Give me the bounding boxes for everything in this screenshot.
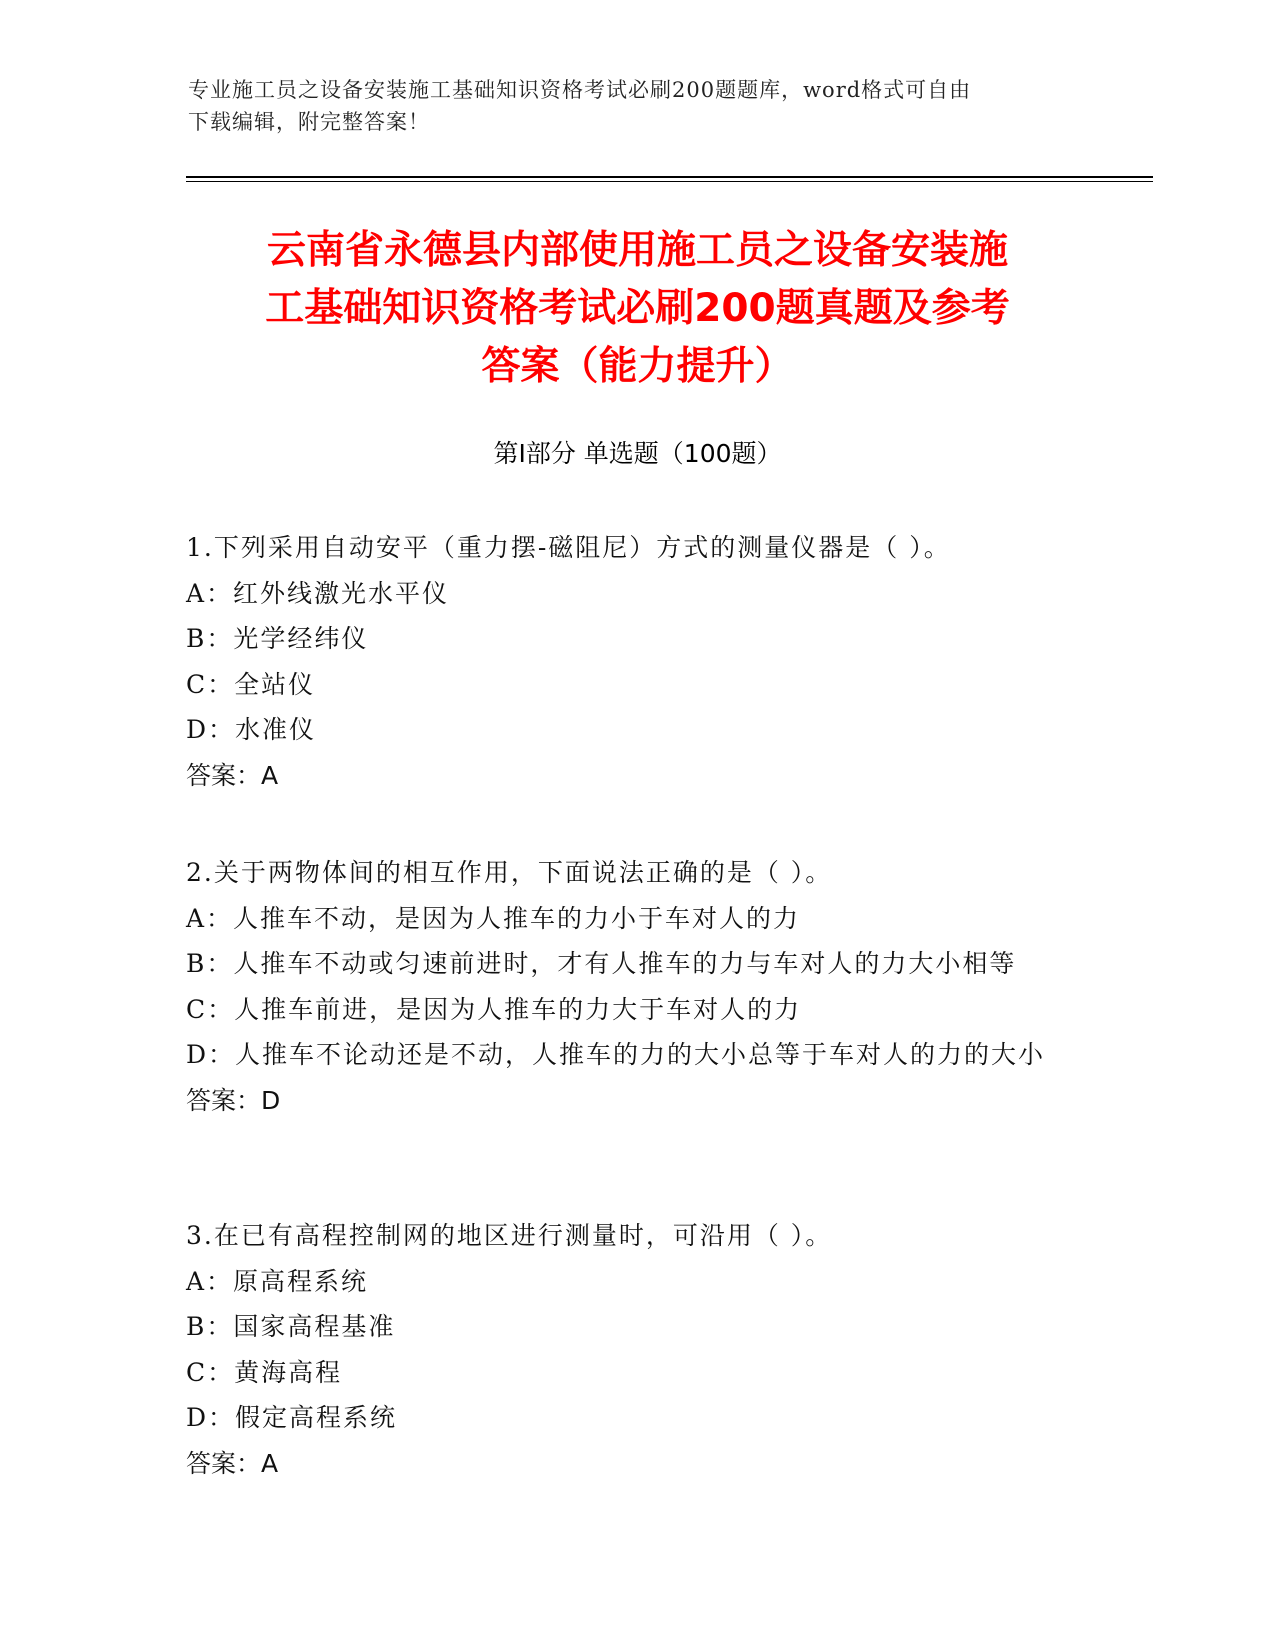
question-block-1 xyxy=(186,525,1086,798)
option-a: A：红外线激光水平仪 xyxy=(186,578,450,608)
option-c: C：全站仪 xyxy=(186,669,316,699)
question-block-3 xyxy=(186,1213,1086,1486)
document-title: 云南省永德县内部使用施工员之设备安装施 工基础知识资格考试必刷200题真题及参考 答案（能力提升） xyxy=(265,228,1010,389)
header-note: 专业施工员之设备安装施工基础知识资格考试必刷200题题库，word格式可自由 下载编辑，附完整答案！ xyxy=(188,78,972,134)
option-b: B：国家高程基准 xyxy=(186,1312,396,1341)
option-c: C：黄海高程 xyxy=(186,1357,343,1387)
question-stem: 2.关于两物体间的相互作用，下面说法正确的是（ ）。 xyxy=(186,858,833,887)
answer-line: 答案：D xyxy=(186,1085,281,1115)
option-a: A：原高程系统 xyxy=(186,1266,369,1296)
option-d: D：人推车不论动还是不动，人推车的力的大小总等于车对人的力的大小 xyxy=(186,1040,1046,1069)
header-rule-thick xyxy=(186,176,1153,178)
answer-line: 答案：A xyxy=(186,1448,279,1478)
question-stem: 1.下列采用自动安平（重力摆-磁阻尼）方式的测量仪器是（ ）。 xyxy=(186,533,951,562)
question-stem: 3.在已有高程控制网的地区进行测量时，可沿用（ ）。 xyxy=(186,1221,833,1250)
option-b: B：人推车不动或匀速前进时，才有人推车的力与车对人的力大小相等 xyxy=(186,949,1017,978)
option-d: D：水准仪 xyxy=(186,715,317,744)
answer-line: 答案：A xyxy=(186,760,279,790)
question-block-2 xyxy=(186,850,1086,1123)
option-d: D：假定高程系统 xyxy=(186,1403,398,1432)
option-c: C：人推车前进，是因为人推车的力大于车对人的力 xyxy=(186,994,802,1024)
option-b: B：光学经纬仪 xyxy=(186,624,369,653)
section-heading: 第Ⅰ部分 单选题（100题） xyxy=(493,439,782,468)
option-a: A：人推车不动，是因为人推车的力小于车对人的力 xyxy=(186,903,801,933)
header-rule-thin xyxy=(186,181,1153,182)
